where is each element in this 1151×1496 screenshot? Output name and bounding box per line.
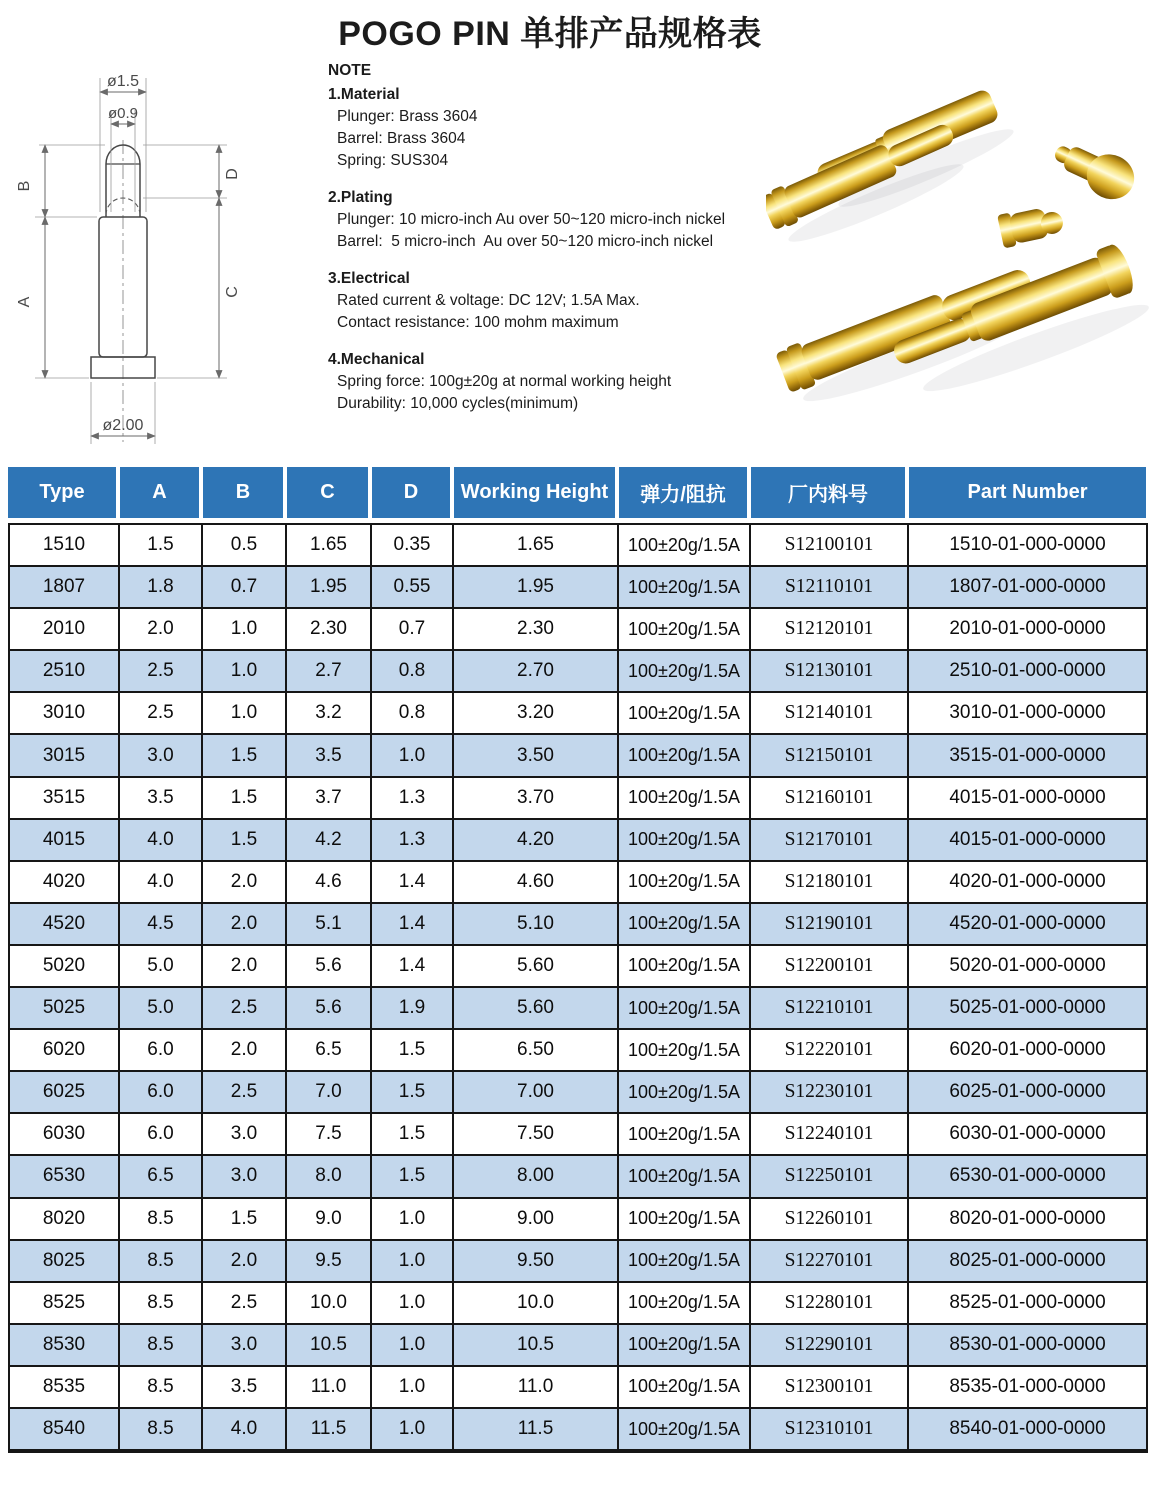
note-mechanical-title: 4.Mechanical: [328, 351, 425, 368]
table-cell: 2.5: [202, 1071, 286, 1113]
table-cell: 1.0: [371, 1282, 453, 1324]
table-cell: 4.6: [286, 861, 371, 903]
dim-right-lower-label: C: [224, 286, 241, 298]
table-cell: 3.0: [202, 1113, 286, 1155]
table-cell: 1.4: [371, 861, 453, 903]
table-row: [9, 777, 1147, 819]
table-cell: 100±20g/1.5A: [618, 861, 750, 903]
table-cell: S12170101: [750, 819, 908, 861]
table-cell: 1.0: [202, 650, 286, 692]
table-cell: 3.0: [119, 734, 202, 776]
table-cell: 4020: [9, 861, 119, 903]
table-cell: 0.5: [202, 524, 286, 566]
table-cell: 8020-01-000-0000: [908, 1198, 1147, 1240]
table-cell: 1.5: [202, 734, 286, 776]
table-cell: 9.5: [286, 1240, 371, 1282]
note-material: [328, 84, 798, 172]
table-cell: 7.0: [286, 1071, 371, 1113]
table-cell: 2.5: [202, 1282, 286, 1324]
table-cell: 100±20g/1.5A: [618, 734, 750, 776]
table-row: [9, 1198, 1147, 1240]
dim-right-upper-label: D: [224, 168, 241, 180]
table-cell: 100±20g/1.5A: [618, 1282, 750, 1324]
table-cell: 1.3: [371, 819, 453, 861]
table-cell: 10.0: [286, 1282, 371, 1324]
table-cell: S12130101: [750, 650, 908, 692]
table-cell: 4.5: [119, 903, 202, 945]
table-cell: 3.7: [286, 777, 371, 819]
table-row: [9, 1071, 1147, 1113]
table-cell: 0.55: [371, 566, 453, 608]
table-cell: 100±20g/1.5A: [618, 903, 750, 945]
table-row: [9, 861, 1147, 903]
table-cell: S12310101: [750, 1408, 908, 1451]
table-cell: 3.5: [202, 1366, 286, 1408]
table-cell: 6.5: [119, 1155, 202, 1197]
table-cell: 3515-01-000-0000: [908, 734, 1147, 776]
table-cell: 3.20: [453, 692, 618, 734]
table-cell: 3015: [9, 734, 119, 776]
table-cell: 1.5: [371, 1155, 453, 1197]
table-cell: 7.00: [453, 1071, 618, 1113]
column-header-part-number: Part Number: [907, 467, 1146, 518]
table-row: [9, 1282, 1147, 1324]
table-cell: S12280101: [750, 1282, 908, 1324]
table-cell: 8.00: [453, 1155, 618, 1197]
column-header-a: A: [118, 467, 201, 518]
table-cell: 1.65: [453, 524, 618, 566]
table-cell: 8.0: [286, 1155, 371, 1197]
note-plating-title: 2.Plating: [328, 189, 393, 206]
table-cell: 4.0: [202, 1408, 286, 1451]
table-cell: 1.3: [371, 777, 453, 819]
table-cell: 1.95: [286, 566, 371, 608]
table-row: [9, 987, 1147, 1029]
table-cell: 100±20g/1.5A: [618, 608, 750, 650]
note-electrical: [328, 268, 798, 334]
table-cell: 8.5: [119, 1366, 202, 1408]
table-cell: 3.5: [286, 734, 371, 776]
table-cell: 5025: [9, 987, 119, 1029]
table-cell: 11.5: [453, 1408, 618, 1451]
table-cell: 6020-01-000-0000: [908, 1029, 1147, 1071]
table-cell: 8525-01-000-0000: [908, 1282, 1147, 1324]
table-cell: 1510-01-000-0000: [908, 524, 1147, 566]
note-line: Plunger: 10 micro-inch Au over 50~120 micro-inch nickel: [337, 211, 726, 228]
table-cell: 100±20g/1.5A: [618, 1408, 750, 1451]
product-photo: [766, 58, 1151, 462]
table-cell: 11.5: [286, 1408, 371, 1451]
table-cell: 6530: [9, 1155, 119, 1197]
table-cell: 2.30: [286, 608, 371, 650]
table-cell: 100±20g/1.5A: [618, 1029, 750, 1071]
table-cell: S12180101: [750, 861, 908, 903]
table-cell: 100±20g/1.5A: [618, 945, 750, 987]
table-cell: 100±20g/1.5A: [618, 1324, 750, 1366]
table-cell: 2.0: [202, 945, 286, 987]
table-cell: 1.0: [202, 692, 286, 734]
table-cell: 5.0: [119, 987, 202, 1029]
table-cell: 6.50: [453, 1029, 618, 1071]
table-cell: 0.7: [202, 566, 286, 608]
table-row: [9, 1155, 1147, 1197]
table-cell: 8540-01-000-0000: [908, 1408, 1147, 1451]
table-cell: 1.0: [371, 734, 453, 776]
pogo-pin-photo-4: [997, 202, 1066, 248]
table-cell: S12210101: [750, 987, 908, 1029]
table-cell: 1.5: [202, 1198, 286, 1240]
dim-left-upper-label: B: [16, 180, 33, 192]
table-cell: 3010-01-000-0000: [908, 692, 1147, 734]
table-row: [9, 734, 1147, 776]
table-cell: S12290101: [750, 1324, 908, 1366]
table-cell: 100±20g/1.5A: [618, 650, 750, 692]
table-cell: S12230101: [750, 1071, 908, 1113]
table-cell: 1.5: [371, 1071, 453, 1113]
table-cell: 2510-01-000-0000: [908, 650, 1147, 692]
table-cell: 4520: [9, 903, 119, 945]
note-line: Spring: SUS304: [337, 152, 449, 169]
table-cell: 2.0: [202, 861, 286, 903]
table-cell: 6020: [9, 1029, 119, 1071]
table-row: [9, 1324, 1147, 1366]
note-material-title: 1.Material: [328, 86, 400, 103]
table-cell: S12100101: [750, 524, 908, 566]
table-cell: 8535: [9, 1366, 119, 1408]
table-cell: 1.5: [202, 777, 286, 819]
table-cell: 1.5: [119, 524, 202, 566]
table-cell: 4015-01-000-0000: [908, 819, 1147, 861]
note-electrical-title: 3.Electrical: [328, 270, 410, 287]
dim-left-lower-label: A: [16, 296, 33, 308]
table-cell: 100±20g/1.5A: [618, 1071, 750, 1113]
spec-table-header-row: [8, 467, 1146, 518]
table-cell: 1510: [9, 524, 119, 566]
table-cell: 6.0: [119, 1029, 202, 1071]
table-cell: 100±20g/1.5A: [618, 1113, 750, 1155]
table-cell: 1807: [9, 566, 119, 608]
table-cell: 100±20g/1.5A: [618, 1198, 750, 1240]
table-cell: 1.5: [202, 819, 286, 861]
table-cell: 1.5: [371, 1029, 453, 1071]
table-cell: 1.0: [202, 608, 286, 650]
table-cell: 5025-01-000-0000: [908, 987, 1147, 1029]
table-cell: 1.0: [371, 1324, 453, 1366]
dim-top-outer-label: ø1.5: [106, 73, 140, 90]
table-cell: 4.0: [119, 819, 202, 861]
table-cell: 4015-01-000-0000: [908, 777, 1147, 819]
table-cell: 1.4: [371, 903, 453, 945]
table-cell: 9.50: [453, 1240, 618, 1282]
table-cell: 7.50: [453, 1113, 618, 1155]
table-cell: 6.0: [119, 1113, 202, 1155]
note-heading: NOTE: [328, 62, 372, 79]
note-mechanical: [328, 349, 798, 415]
table-cell: 10.5: [286, 1324, 371, 1366]
table-cell: 8.5: [119, 1282, 202, 1324]
table-cell: 6.5: [286, 1029, 371, 1071]
table-cell: 5.10: [453, 903, 618, 945]
table-cell: 100±20g/1.5A: [618, 1240, 750, 1282]
table-cell: 4520-01-000-0000: [908, 903, 1147, 945]
table-cell: 1.8: [119, 566, 202, 608]
note-line: Barrel: Brass 3604: [337, 130, 466, 147]
table-cell: S12160101: [750, 777, 908, 819]
table-cell: 100±20g/1.5A: [618, 524, 750, 566]
spec-table-rows: [9, 524, 1147, 1451]
table-cell: 100±20g/1.5A: [618, 566, 750, 608]
table-cell: 9.0: [286, 1198, 371, 1240]
table-cell: 2.5: [202, 987, 286, 1029]
table-cell: 5.0: [119, 945, 202, 987]
table-cell: 8530: [9, 1324, 119, 1366]
table-cell: 2.0: [202, 903, 286, 945]
table-cell: 1.0: [371, 1198, 453, 1240]
table-cell: 3.0: [202, 1324, 286, 1366]
note-line: Contact resistance: 100 mohm maximum: [337, 314, 619, 331]
table-cell: 8025: [9, 1240, 119, 1282]
table-cell: 1.65: [286, 524, 371, 566]
table-cell: 3.2: [286, 692, 371, 734]
table-cell: 8525: [9, 1282, 119, 1324]
table-cell: 6030-01-000-0000: [908, 1113, 1147, 1155]
table-cell: 9.00: [453, 1198, 618, 1240]
table-cell: 6530-01-000-0000: [908, 1155, 1147, 1197]
table-row: [9, 692, 1147, 734]
column-header-type: Type: [8, 467, 118, 518]
note-plating: [328, 187, 798, 253]
table-row: [9, 1113, 1147, 1155]
table-cell: 100±20g/1.5A: [618, 819, 750, 861]
table-cell: 8025-01-000-0000: [908, 1240, 1147, 1282]
table-cell: 4020-01-000-0000: [908, 861, 1147, 903]
note-section: [328, 60, 798, 430]
table-cell: 0.35: [371, 524, 453, 566]
table-cell: 6025: [9, 1071, 119, 1113]
table-cell: 1.0: [371, 1408, 453, 1451]
table-cell: 0.8: [371, 650, 453, 692]
note-line: Rated current & voltage: DC 12V; 1.5A Max.: [337, 292, 640, 309]
table-cell: S12220101: [750, 1029, 908, 1071]
column-header-b: B: [201, 467, 285, 518]
table-row: [9, 945, 1147, 987]
table-row: [9, 1366, 1147, 1408]
table-cell: 5020: [9, 945, 119, 987]
column-header-c: C: [285, 467, 370, 518]
table-cell: 4.2: [286, 819, 371, 861]
table-cell: 1.0: [371, 1240, 453, 1282]
table-cell: 5.1: [286, 903, 371, 945]
spec-table-body: [8, 523, 1148, 1453]
table-cell: 3.50: [453, 734, 618, 776]
note-line: Durability: 10,000 cycles(minimum): [337, 395, 579, 412]
table-cell: 100±20g/1.5A: [618, 777, 750, 819]
table-cell: 1.4: [371, 945, 453, 987]
table-cell: S12190101: [750, 903, 908, 945]
table-cell: 3515: [9, 777, 119, 819]
note-line: Spring force: 100g±20g at normal working height: [337, 373, 672, 390]
table-cell: 11.0: [453, 1366, 618, 1408]
table-cell: S12240101: [750, 1113, 908, 1155]
table-cell: 2.0: [202, 1029, 286, 1071]
dim-top-inner-label: ø0.9: [107, 105, 139, 122]
table-cell: 10.5: [453, 1324, 618, 1366]
table-row: [9, 1029, 1147, 1071]
table-cell: S12260101: [750, 1198, 908, 1240]
technical-drawing-icon: [5, 50, 255, 464]
table-cell: 8020: [9, 1198, 119, 1240]
table-cell: 5.60: [453, 945, 618, 987]
table-cell: 5020-01-000-0000: [908, 945, 1147, 987]
table-cell: 2.70: [453, 650, 618, 692]
spec-table: [8, 467, 1146, 1453]
dim-bottom-label: ø2.00: [102, 417, 144, 434]
table-cell: 3.70: [453, 777, 618, 819]
table-row: [9, 819, 1147, 861]
table-cell: 3.5: [119, 777, 202, 819]
table-cell: 2.5: [119, 650, 202, 692]
table-cell: 1807-01-000-0000: [908, 566, 1147, 608]
table-row: [9, 903, 1147, 945]
table-cell: 10.0: [453, 1282, 618, 1324]
table-cell: 2.0: [202, 1240, 286, 1282]
table-row: [9, 608, 1147, 650]
table-cell: 5.6: [286, 987, 371, 1029]
table-cell: 2.30: [453, 608, 618, 650]
table-row: [9, 566, 1147, 608]
note-line: Plunger: Brass 3604: [337, 108, 478, 125]
table-row: [9, 524, 1147, 566]
table-cell: 100±20g/1.5A: [618, 692, 750, 734]
table-row: [9, 1408, 1147, 1451]
table-cell: 4.60: [453, 861, 618, 903]
column-header-working-height: Working Height: [452, 467, 617, 518]
table-cell: 100±20g/1.5A: [618, 987, 750, 1029]
table-cell: 8530-01-000-0000: [908, 1324, 1147, 1366]
table-cell: 0.8: [371, 692, 453, 734]
table-cell: 1.5: [371, 1113, 453, 1155]
table-cell: 4.0: [119, 861, 202, 903]
table-cell: 2510: [9, 650, 119, 692]
table-cell: 8.5: [119, 1198, 202, 1240]
table-cell: S12300101: [750, 1366, 908, 1408]
page-title: POGO PIN 单排产品规格表: [338, 15, 762, 53]
table-cell: 2.5: [119, 692, 202, 734]
table-cell: 3010: [9, 692, 119, 734]
table-cell: 100±20g/1.5A: [618, 1155, 750, 1197]
table-cell: 8.5: [119, 1240, 202, 1282]
table-cell: S12120101: [750, 608, 908, 650]
table-cell: S12110101: [750, 566, 908, 608]
table-cell: 2010: [9, 608, 119, 650]
table-cell: 8.5: [119, 1408, 202, 1451]
table-cell: 6.0: [119, 1071, 202, 1113]
table-cell: 100±20g/1.5A: [618, 1366, 750, 1408]
table-cell: 0.7: [371, 608, 453, 650]
column-header-internal-part-no: 厂内料号: [749, 467, 907, 518]
table-cell: 4015: [9, 819, 119, 861]
table-cell: 5.60: [453, 987, 618, 1029]
table-cell: S12140101: [750, 692, 908, 734]
table-cell: 1.95: [453, 566, 618, 608]
table-cell: 5.6: [286, 945, 371, 987]
table-cell: 7.5: [286, 1113, 371, 1155]
table-cell: S12200101: [750, 945, 908, 987]
table-cell: 1.0: [371, 1366, 453, 1408]
table-cell: S12270101: [750, 1240, 908, 1282]
table-cell: 2010-01-000-0000: [908, 608, 1147, 650]
table-row: [9, 650, 1147, 692]
table-cell: 11.0: [286, 1366, 371, 1408]
table-cell: 8540: [9, 1408, 119, 1451]
table-cell: 2.7: [286, 650, 371, 692]
table-cell: S12150101: [750, 734, 908, 776]
table-cell: 6025-01-000-0000: [908, 1071, 1147, 1113]
table-cell: S12250101: [750, 1155, 908, 1197]
table-row: [9, 1240, 1147, 1282]
table-cell: 3.0: [202, 1155, 286, 1197]
table-cell: 8.5: [119, 1324, 202, 1366]
table-cell: 6030: [9, 1113, 119, 1155]
pogo-pin-photo-3: [1047, 131, 1142, 206]
table-cell: 2.0: [119, 608, 202, 650]
table-cell: 8535-01-000-0000: [908, 1366, 1147, 1408]
column-header-d: D: [370, 467, 452, 518]
column-header-spring-force: 弹力/阻抗: [617, 467, 749, 518]
table-cell: 1.9: [371, 987, 453, 1029]
note-line: Barrel: 5 micro-inch Au over 50~120 micro-inch nickel: [337, 233, 714, 250]
table-cell: 4.20: [453, 819, 618, 861]
